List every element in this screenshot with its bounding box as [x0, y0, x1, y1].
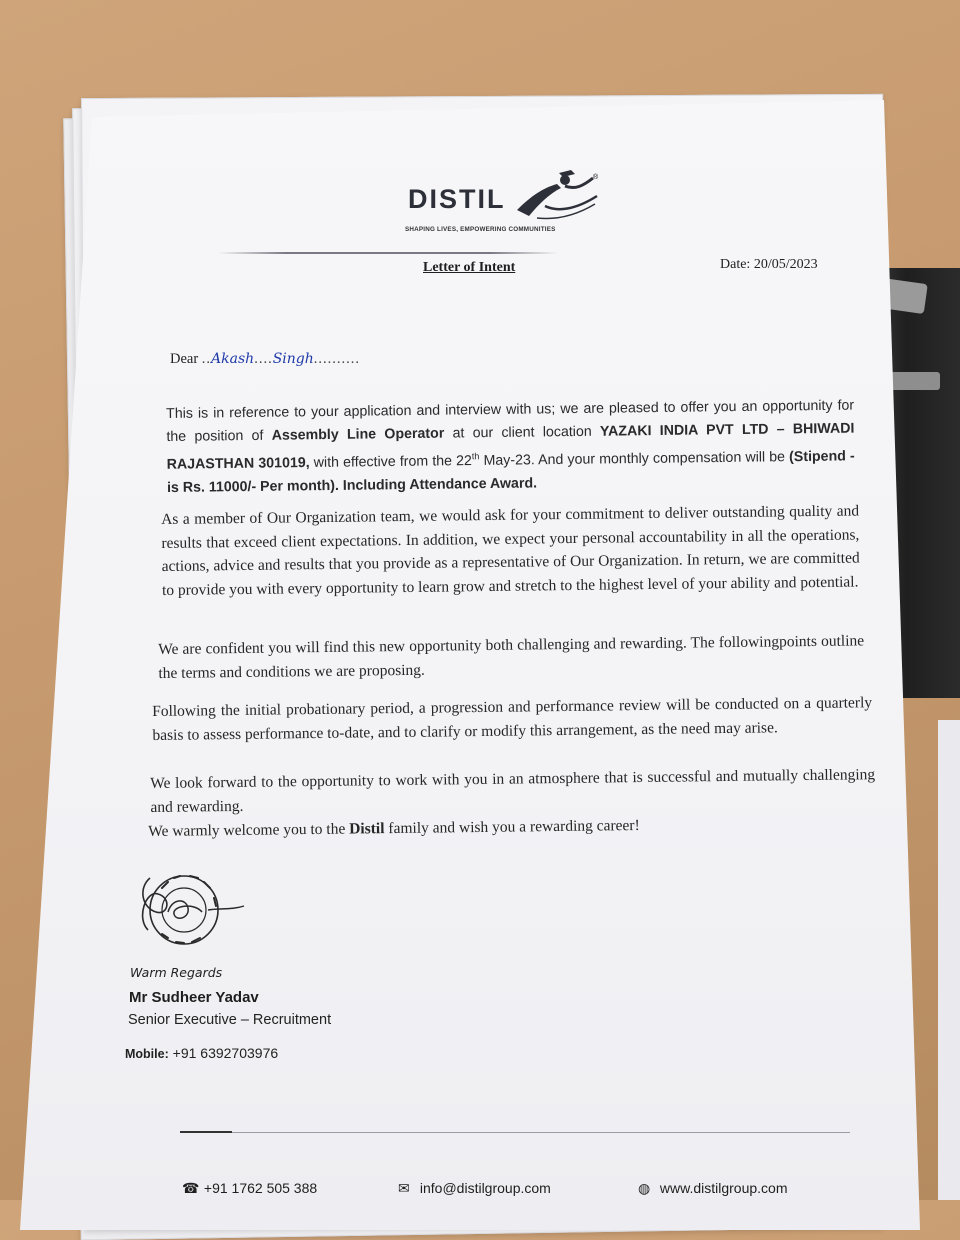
- stipend-amount: (Stipend - is Rs. 11000/- Per month). Including Attendance Award.: [166, 448, 855, 496]
- salutation-line: [170, 351, 360, 368]
- fill-dots: ....: [254, 351, 273, 367]
- closing-regards: Warm Regards: [130, 965, 223, 980]
- footer-phone: [182, 1180, 317, 1197]
- header-divider: [218, 252, 558, 254]
- fill-dots: ..........: [313, 351, 361, 367]
- footer-email-text: info@distilgroup.com: [419, 1180, 551, 1196]
- footer-website: [638, 1180, 788, 1197]
- recipient-first-name: Akash: [211, 351, 255, 367]
- letter-title: Letter of Intent: [423, 260, 516, 275]
- signer-name: Mr Sudheer Yadav: [129, 989, 259, 1006]
- offer-text: with effective from the 22: [309, 453, 473, 471]
- position-title: Assembly Line Operator: [271, 425, 445, 444]
- company-stamp-signature: [128, 868, 248, 952]
- paragraph-offer: [166, 395, 855, 500]
- fill-dots: ..: [201, 351, 212, 367]
- footer-email: [398, 1180, 551, 1197]
- paragraph-commitment: As a member of Our Organization team, we would ask for your commitment to deliver outstanding quality and results that exceed client expectations. In addition, we expect your personal accountability in all the operations, actions, advice and results that you provide as a representative of Our Organization. In return, we are committed to provide you with every opportunity to learn grow and stretch to the highest level of your ability and potential.: [161, 502, 860, 599]
- paragraph-look-forward: We look forward to the opportunity to work with you in an atmosphere that is successful and mutually challenging and rewarding.: [150, 766, 876, 816]
- phone-icon: ☎: [182, 1180, 200, 1196]
- footer-website-text: www.distilgroup.com: [659, 1180, 788, 1196]
- footer-phone-text: +91 1762 505 388: [203, 1180, 318, 1196]
- recipient-last-name: Singh: [272, 351, 314, 367]
- company-logo: [405, 174, 610, 242]
- offer-text: at our client location: [444, 423, 601, 442]
- paragraph-probation: Following the initial probationary period, a progression and performance review will be conducted on a quarterly basis to assess performance to-date, and to clarify or modify this arrangement, as the need may arise.: [152, 694, 873, 744]
- offer-text: May-23. And your monthly compensation will be: [479, 449, 790, 469]
- graduate-figure-icon: [509, 166, 601, 226]
- mail-icon: ✉: [398, 1180, 410, 1196]
- offer-text: This is in reference to your application and interview with us; we are pleased to offer you an opportunity for the position of: [166, 397, 855, 445]
- footer-divider: [180, 1132, 850, 1133]
- paragraph-confidence: We are confident you will find this new opportunity both challenging and rewarding. The followingpoints outline the terms and conditions we are proposing.: [158, 632, 865, 682]
- adjacent-paper: [938, 720, 960, 1200]
- welcome-text: We warmly welcome you to the: [148, 820, 350, 840]
- salutation: Dear: [170, 351, 199, 367]
- globe-icon: ◍: [638, 1180, 651, 1196]
- client-location: YAZAKI INDIA PVT LTD – BHIWADI RAJASTHAN 301019,: [166, 420, 855, 473]
- signer-role: Senior Executive – Recruitment: [128, 1012, 332, 1028]
- ordinal-suffix: th: [471, 451, 480, 462]
- logo-tagline: SHAPING LIVES, EMPOWERING COMMUNITIES: [405, 226, 556, 233]
- welcome-text: family and wish you a rewarding career!: [384, 816, 640, 838]
- letter-date: Date: 20/05/2023: [720, 257, 818, 272]
- mobile-label: Mobile:: [125, 1047, 169, 1061]
- mobile-number: +91 6392703976: [172, 1045, 279, 1061]
- registered-mark: ®: [593, 174, 599, 181]
- logo-wordmark: DISTIL: [408, 184, 506, 214]
- brand-name: Distil: [349, 820, 385, 838]
- signer-mobile: [125, 1045, 278, 1061]
